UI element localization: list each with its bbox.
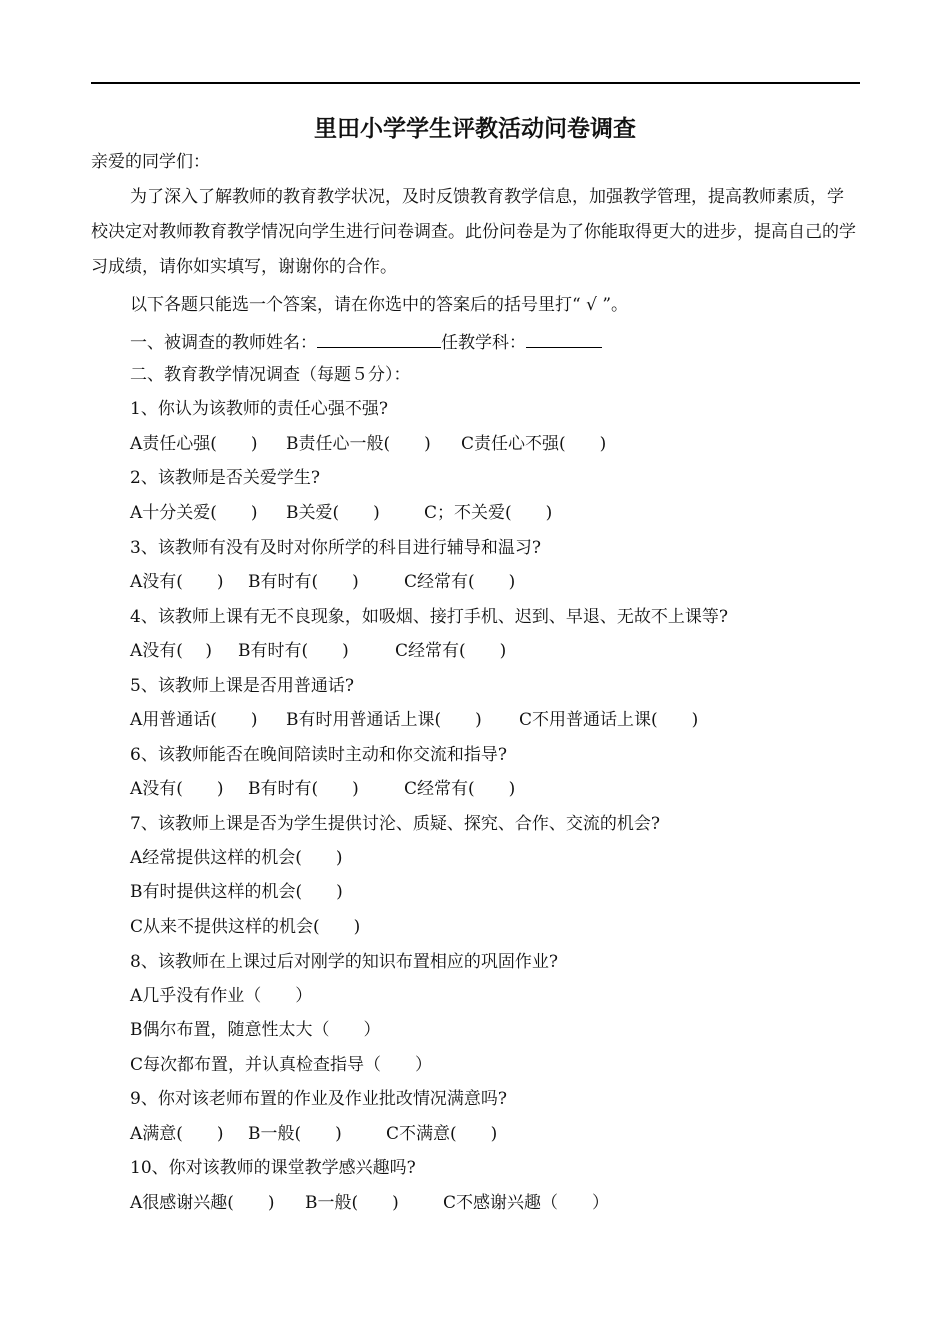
q10-option-c[interactable]: C不感谢兴趣（ ） [443,1193,610,1213]
intro-paragraph: 为了深入了解教师的教育教学状况，及时反馈教育教学信息，加强教学管理，提高教师素质，学校决定对教师教育教学情况向学生进行问卷调查。此份问卷是为了你能取得更大的进步，提高自己的学习成绩，请你如实填写，谢谢你的合作。 [91,187,856,277]
q6-option-b[interactable]: B有时有( ) [248,779,359,799]
section-1 [130,329,602,354]
q2-option-a[interactable]: A十分关爱( ) [130,503,258,523]
subject-blank[interactable] [526,329,602,348]
question-7: 7、该教师上课是否为学生提供讨沦、质疑、探究、合作、交流的机会? [130,814,660,834]
q2-option-b[interactable]: B关爱( ) [286,503,380,523]
question-3: 3、该教师有没有及时对你所学的科目进行辅导和温习? [130,538,541,558]
subject-label: 任教学科： [441,333,526,353]
q10-option-b[interactable]: B一般( ) [305,1193,399,1213]
question-1: 1、你认为该教师的责任心强不强? [130,399,388,419]
q9-option-b[interactable]: B一般( ) [248,1124,342,1144]
q10-option-a[interactable]: A很感谢兴趣( ) [130,1193,275,1213]
q7-option-b[interactable]: B有时提供这样的机会( ) [130,882,343,902]
q4-option-b[interactable]: B有时有( ) [238,641,349,661]
q7-option-c[interactable]: C从来不提供这样的机会( ) [130,917,361,937]
question-10: 10、你对该教师的课堂教学感兴趣吗? [130,1158,416,1178]
question-4: 4、该教师上课有无不良现象，如吸烟、接打手机、迟到、早退、无故不上课等? [130,607,728,627]
question-9: 9、你对该老师布置的作业及作业批改情况满意吗? [130,1089,507,1109]
q3-option-a[interactable]: A没有( ) [130,572,224,592]
q7-option-a[interactable]: A经常提供这样的机会( ) [130,848,343,868]
q6-option-a[interactable]: A没有( ) [130,779,224,799]
q5-option-b[interactable]: B有时用普通话上课( ) [286,710,482,730]
q5-option-a[interactable]: A用普通话( ) [130,710,258,730]
teacher-name-blank[interactable] [317,329,441,348]
question-2: 2、该教师是否关爱学生? [130,468,320,488]
q8-option-b[interactable]: B偶尔布置，随意性太大（ ） [130,1020,381,1040]
q3-option-b[interactable]: B有时有( ) [248,572,359,592]
q9-option-c[interactable]: C不满意( ) [386,1124,498,1144]
question-8: 8、该教师在上课过后对刚学的知识布置相应的巩固作业? [130,952,558,972]
q9-option-a[interactable]: A满意( ) [130,1124,224,1144]
teacher-name-label: 一、被调查的教师姓名： [130,333,317,353]
question-5: 5、该教师上课是否用普通话? [130,676,354,696]
q8-option-a[interactable]: A几乎没有作业（ ） [130,986,313,1006]
document-title: 里田小学学生评教活动问卷调查 [314,116,636,142]
q3-option-c[interactable]: C经常有( ) [404,572,516,592]
instruction: 以下各题只能选一个答案，请在你选中的答案后的括号里打“ √ ”。 [130,295,629,315]
question-6: 6、该教师能否在晚间陪读时主动和你交流和指导? [130,745,507,765]
header-rule [91,82,860,84]
q4-option-a[interactable]: A没有( ) [130,641,212,661]
q5-option-c[interactable]: C不用普通话上课( ) [519,710,699,730]
q1-option-b[interactable]: B责任心一般( ) [286,434,431,454]
q1-option-c[interactable]: C责任心不强( ) [461,434,607,454]
q8-option-c[interactable]: C每次都布置，并认真检查指导（ ） [130,1055,433,1075]
section-2-heading: 二、教育教学情况调查（每题５分）： [130,365,411,385]
q2-option-c[interactable]: C；不关爱( ) [424,503,553,523]
q4-option-c[interactable]: C经常有( ) [395,641,507,661]
greeting: 亲爱的同学们： [91,152,210,172]
q6-option-c[interactable]: C经常有( ) [404,779,516,799]
q1-option-a[interactable]: A责任心强( ) [130,434,258,454]
